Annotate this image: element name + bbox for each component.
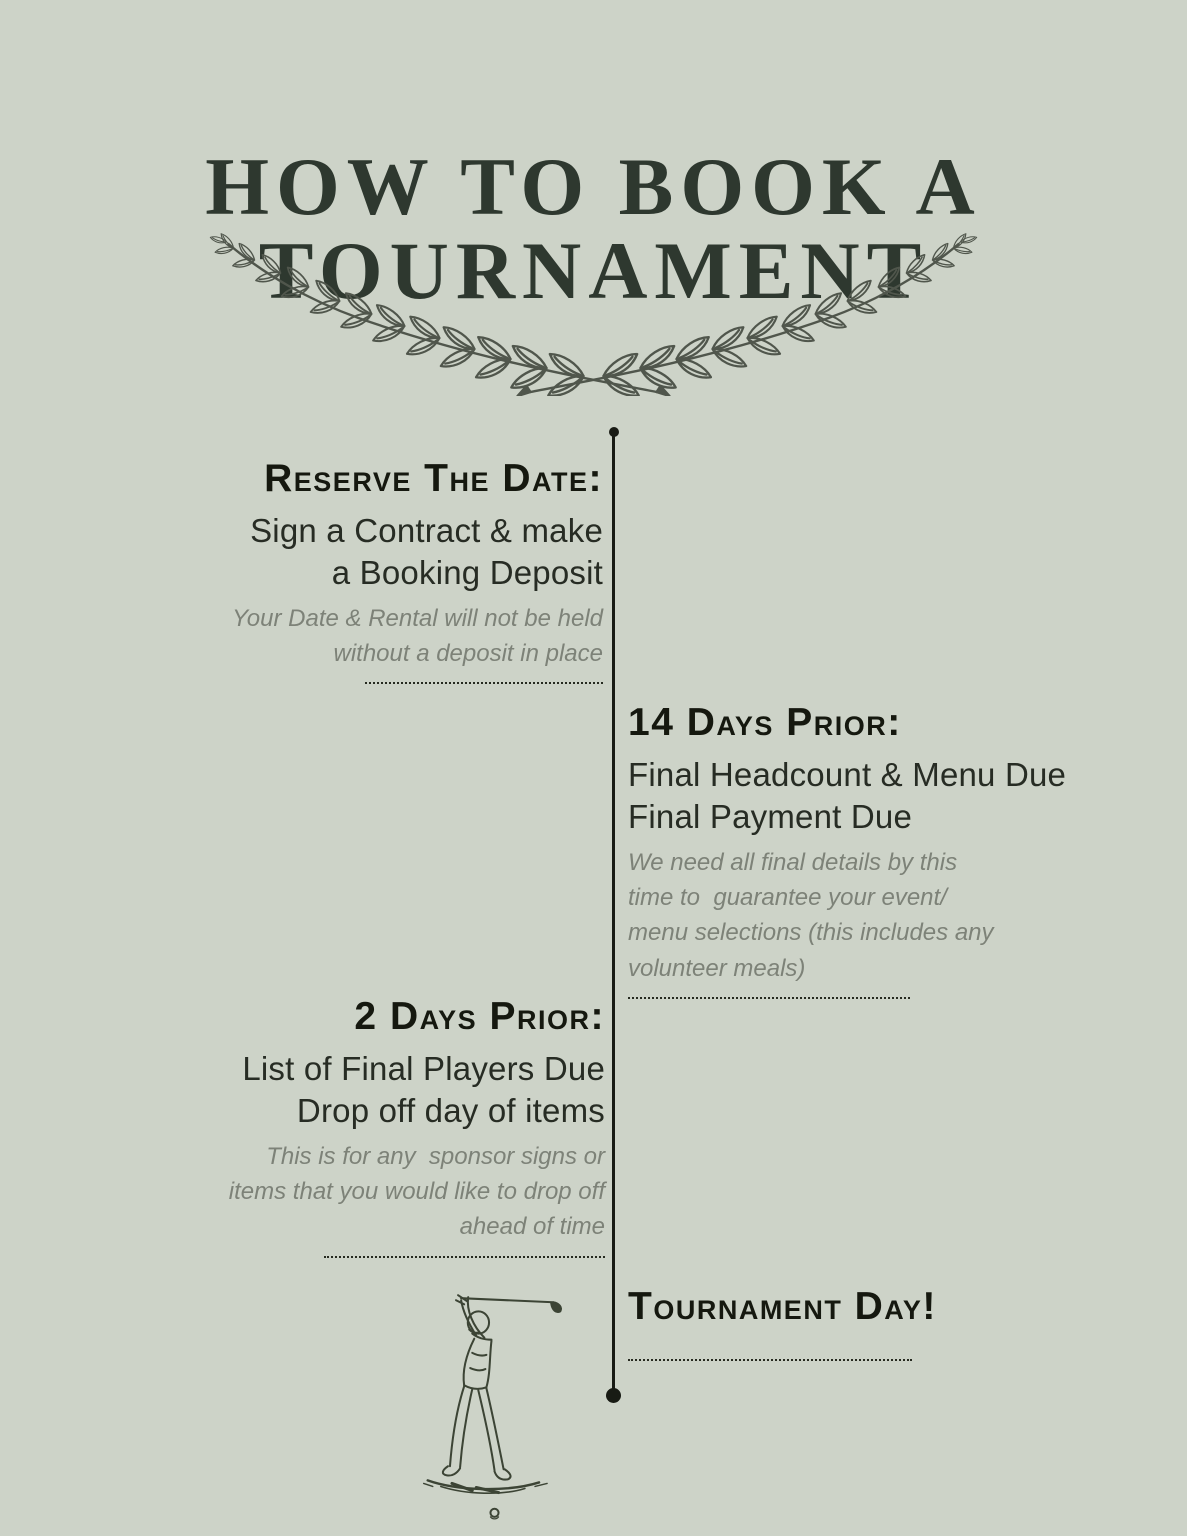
golfer-swing-icon: [404, 1282, 584, 1530]
timeline-step-tournament-day: [628, 1286, 1098, 1361]
step-body-line: Sign a Contract & make: [250, 511, 603, 549]
step-body-line: a Booking Deposit: [331, 553, 603, 591]
step-note-line: items that you would like to drop off: [228, 1177, 605, 1205]
step-body: [183, 510, 603, 594]
step-note-line: time to guarantee your event/: [628, 883, 947, 911]
step-note-line: without a deposit in place: [333, 639, 603, 667]
step-body-line: Final Payment Due: [628, 797, 913, 835]
step-note-line: volunteer meals): [628, 954, 806, 982]
step-note: [628, 845, 1098, 986]
step-note: [183, 601, 603, 672]
step-heading: 2 Days Prior:: [354, 995, 605, 1038]
step-note-line: ahead of time: [459, 1213, 605, 1241]
timeline-line: [612, 432, 615, 1395]
step-body: [168, 1048, 605, 1132]
page-title-line-2: TOURNAMENT: [258, 225, 929, 317]
step-heading: Reserve The Date:: [264, 457, 603, 500]
dotted-divider: [365, 682, 603, 684]
step-heading: Tournament Day!: [628, 1285, 937, 1328]
step-body-line: List of Final Players Due: [242, 1049, 605, 1087]
laurel-wreath-icon: [186, 226, 1001, 396]
step-heading: 14 Days Prior:: [628, 701, 902, 744]
step-body-line: Drop off day of items: [296, 1091, 605, 1129]
step-note-line: menu selections (this includes any: [628, 919, 994, 947]
step-note-line: We need all final details by this: [628, 848, 958, 876]
step-note-line: Your Date & Rental will not be held: [232, 604, 603, 632]
timeline-step-14-days-prior: [628, 702, 1098, 999]
page-title-line-1: HOW TO BOOK A: [205, 140, 982, 232]
timeline-step-2-days-prior: [168, 996, 605, 1258]
step-body-line: Final Headcount & Menu Due: [628, 755, 1067, 793]
dotted-divider: [628, 1359, 912, 1361]
dotted-divider: [324, 1256, 605, 1258]
step-body: [628, 754, 1098, 838]
timeline-step-reserve-the-date: [183, 458, 603, 684]
step-note: [168, 1139, 605, 1245]
step-note-line: This is for any sponsor signs or: [266, 1142, 605, 1170]
dotted-divider: [628, 997, 910, 999]
